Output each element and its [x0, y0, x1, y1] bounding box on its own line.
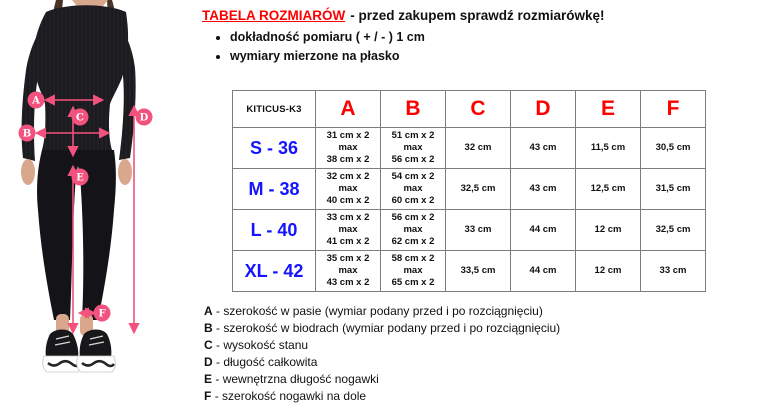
- measurement-value: max: [403, 224, 423, 235]
- measurement-value: 54 cm x 2: [391, 171, 435, 182]
- legend-letter: F: [204, 388, 212, 403]
- measurement-cell: [316, 169, 381, 210]
- measurement-cell: [576, 251, 641, 292]
- measurement-notes: [214, 28, 425, 66]
- size-row-xl-42: [233, 251, 706, 292]
- legend-item-b: [204, 320, 560, 337]
- measurement-value: max: [403, 183, 423, 194]
- legend-letter: E: [204, 371, 213, 386]
- model-sweater: [22, 5, 136, 161]
- measurement-cell: [511, 210, 576, 251]
- legend-text: - szerokość nogawki na dole: [214, 388, 367, 403]
- measurement-value: 32 cm x 2: [326, 171, 370, 182]
- measurement-cell: [381, 210, 446, 251]
- legend-text: - wewnętrzna długość nogawki: [215, 371, 379, 386]
- measurement-value: 33 cm: [659, 265, 687, 276]
- legend-item-c: [204, 337, 560, 354]
- marker-a-letter: A: [32, 95, 40, 107]
- measurement-value: 33 cm x 2: [326, 212, 370, 223]
- column-header-d: D: [511, 91, 576, 128]
- measurement-cell: [511, 128, 576, 169]
- measurement-value: 44 cm: [529, 224, 557, 235]
- note-flat: • wymiary mierzone na płasko: [230, 47, 425, 66]
- measurement-cell: [641, 210, 706, 251]
- legend-item-d: [204, 354, 560, 371]
- measurement-value: 56 cm x 2: [391, 212, 435, 223]
- marker-b-letter: B: [22, 128, 32, 140]
- measurement-value: 30,5 cm: [655, 142, 691, 153]
- model-measurement-figure: [0, 0, 200, 420]
- title-highlight: TABELA ROZMIARÓW: [202, 8, 346, 23]
- marker-c-letter: C: [76, 112, 84, 124]
- measurement-cell: [446, 169, 511, 210]
- measurement-cell: [576, 128, 641, 169]
- measurement-cell: [641, 251, 706, 292]
- marker-f-letter: F: [98, 308, 106, 320]
- title-suffix: - przed zakupem sprawdź rozmiarówkę!: [350, 8, 605, 23]
- measurement-value: 41 cm x 2: [326, 236, 370, 247]
- measurement-cell: [381, 251, 446, 292]
- measurement-legend: [204, 303, 560, 404]
- legend-text: - szerokość w pasie (wymiar podany przed i po rozciągnięciu): [216, 304, 543, 318]
- measurement-cell: [316, 210, 381, 251]
- measurement-value: 12 cm: [594, 265, 622, 276]
- measurement-value: 35 cm x 2: [326, 253, 370, 264]
- measurement-cell: [511, 251, 576, 292]
- size-label: S - 36: [233, 128, 316, 169]
- note-accuracy: • dokładność pomiaru ( + / - ) 1 cm: [230, 28, 425, 47]
- measurement-cell: [576, 169, 641, 210]
- measurement-value: max: [338, 183, 358, 194]
- legend-item-a: [204, 303, 560, 320]
- measurement-cell: [446, 128, 511, 169]
- column-header-a: A: [316, 91, 381, 128]
- column-header-c: C: [446, 91, 511, 128]
- measurement-value: 62 cm x 2: [391, 236, 435, 247]
- measurement-cell: [511, 169, 576, 210]
- measurement-value: 12 cm: [594, 224, 622, 235]
- size-row-l-40: [233, 210, 706, 251]
- measurement-value: max: [403, 142, 423, 153]
- legend-text: - wysokość stanu: [216, 337, 309, 352]
- measurement-value: 60 cm x 2: [391, 195, 435, 206]
- legend-letter: C: [204, 337, 213, 352]
- measurement-cell: [576, 210, 641, 251]
- product-photo: [0, 0, 200, 420]
- legend-item-f: [204, 388, 560, 405]
- column-header-b: B: [381, 91, 446, 128]
- measurement-cell: [381, 169, 446, 210]
- measurement-cell: [316, 128, 381, 169]
- page-title: [202, 8, 605, 23]
- measurement-cell: [641, 128, 706, 169]
- size-table: [232, 90, 706, 292]
- measurement-value: 44 cm: [529, 265, 557, 276]
- measurement-value: max: [338, 224, 358, 235]
- legend-item-e: [204, 371, 560, 388]
- measurement-value: 32 cm: [464, 142, 492, 153]
- measurement-value: max: [338, 265, 358, 276]
- measurement-value: 33,5 cm: [460, 265, 496, 276]
- model-sneakers: [43, 330, 116, 373]
- measurement-value: max: [403, 265, 423, 276]
- measurement-value: 38 cm x 2: [326, 154, 370, 165]
- measurement-value: 40 cm x 2: [326, 195, 370, 206]
- size-row-m-38: [233, 169, 706, 210]
- measurement-cell: [316, 251, 381, 292]
- measurement-cell: [446, 251, 511, 292]
- measurement-value: 31 cm x 2: [326, 130, 370, 141]
- measurement-value: 32,5 cm: [460, 183, 496, 194]
- measurement-value: max: [338, 142, 358, 153]
- measurement-value: 58 cm x 2: [391, 253, 435, 264]
- measurement-cell: [446, 210, 511, 251]
- legend-letter: A: [204, 304, 213, 318]
- measurement-value: 43 cm x 2: [326, 277, 370, 288]
- measurement-value: 31,5 cm: [655, 183, 691, 194]
- size-label: M - 38: [233, 169, 316, 210]
- column-header-e: E: [576, 91, 641, 128]
- legend-letter: B: [204, 320, 213, 335]
- measurement-cell: [381, 128, 446, 169]
- measurement-value: 43 cm: [529, 142, 557, 153]
- size-table-header-row: [233, 91, 706, 128]
- marker-d-letter: D: [139, 112, 149, 124]
- size-label: L - 40: [233, 210, 316, 251]
- measurement-value: 12,5 cm: [590, 183, 626, 194]
- marker-e-letter: E: [76, 172, 84, 184]
- measurement-value: 65 cm x 2: [391, 277, 435, 288]
- legend-text: - szerokość w biodrach (wymiar podany przed i po rozciągnięciu): [216, 320, 561, 335]
- measurement-value: 56 cm x 2: [391, 154, 435, 165]
- column-header-f: F: [641, 91, 706, 128]
- legend-text: - długość całkowita: [216, 354, 318, 369]
- measurement-cell: [641, 169, 706, 210]
- size-row-s-36: [233, 128, 706, 169]
- measurement-value: 43 cm: [529, 183, 557, 194]
- measurement-value: 51 cm x 2: [391, 130, 435, 141]
- legend-letter: D: [204, 354, 213, 369]
- measurement-value: 32,5 cm: [655, 224, 691, 235]
- measurement-value: 11,5 cm: [590, 142, 626, 153]
- size-label: XL - 42: [233, 251, 316, 292]
- product-code: KITICUS-K3: [233, 91, 316, 128]
- measurement-value: 33 cm: [464, 224, 492, 235]
